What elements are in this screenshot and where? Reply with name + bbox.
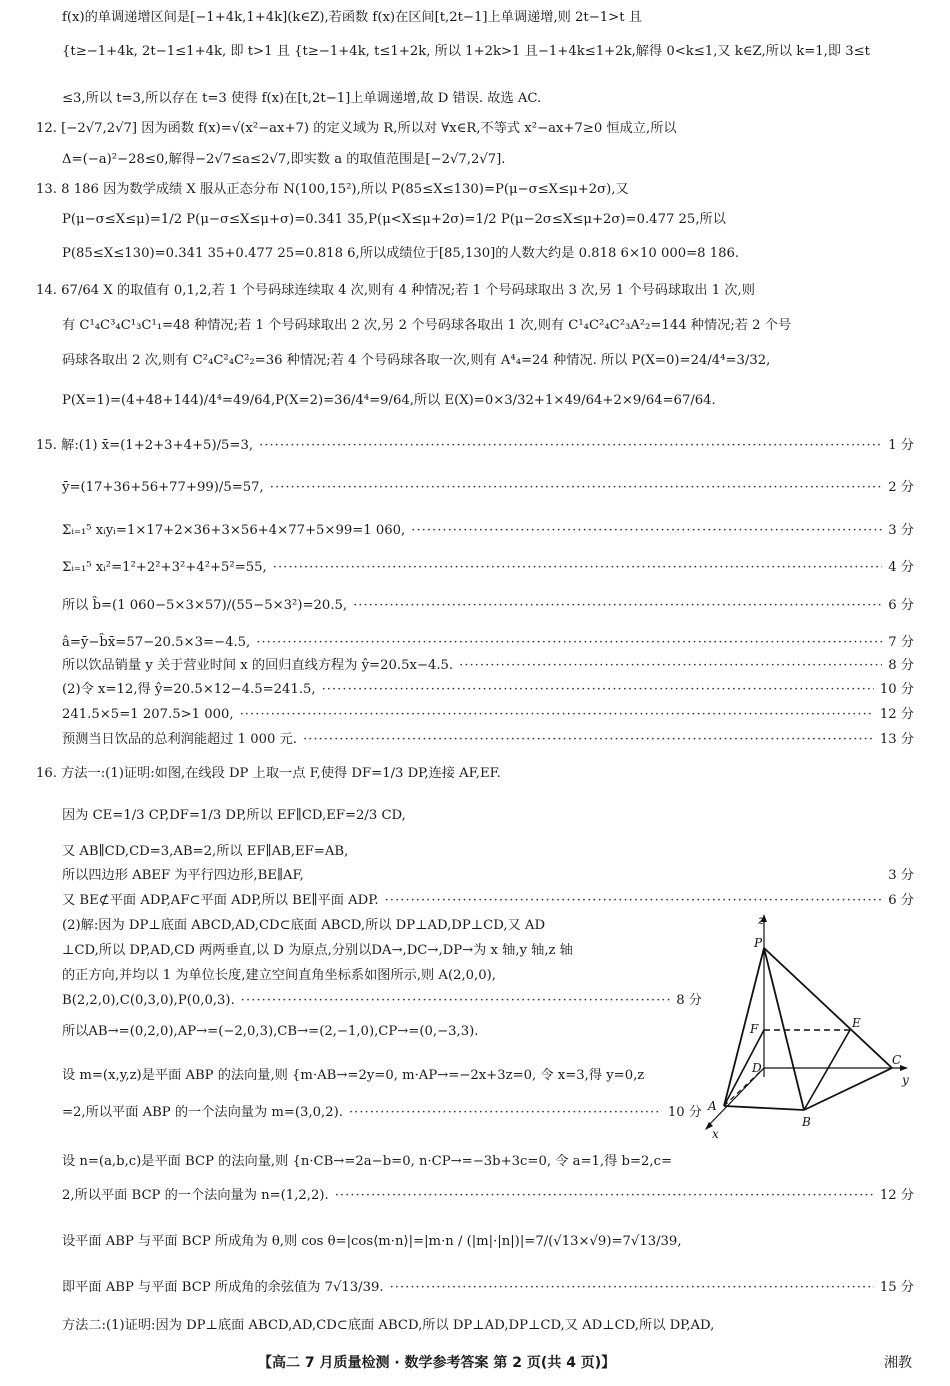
- score-points: 2 分: [888, 480, 914, 495]
- step-text: â=ȳ−b̂x̄=57−20.5×3=−4.5,: [62, 635, 251, 650]
- x-axis: [708, 1068, 764, 1126]
- score-points: 3 分: [888, 868, 914, 883]
- leader-dots: [335, 1186, 874, 1206]
- text-line: 14. 67/64 X 的取值有 0,1,2,若 1 个号码球连续取 4 次,则有 4 种情况;若 1 个号码球取出 3 次,另 1 个号码球取出 1 次,则: [36, 283, 755, 298]
- step-text: 2,所以平面 BCP 的一个法向量为 n=(1,2,2).: [62, 1188, 329, 1203]
- text-line: 设平面 ABP 与平面 BCP 所成角为 θ,则 cos θ=|cos⟨m·n⟩|=|m·n / (|m|·|n|)|=7/(√13×√9)=7√13/39,: [62, 1234, 682, 1249]
- score-points: 10 分: [879, 682, 914, 697]
- step-text: (2)令 x=12,得 ŷ=20.5×12−4.5=241.5,: [62, 682, 316, 697]
- score-points: 15 分: [879, 1280, 914, 1295]
- text-line: 所以四边形 ABEF 为平行四边形,BE∥AF,: [62, 868, 304, 883]
- edge-PC: [764, 948, 892, 1068]
- scored-line: [36, 436, 914, 456]
- scored-line: [62, 521, 914, 541]
- text-line: f(x)的单调递增区间是[−1+4k,1+4k](k∈Z),若函数 f(x)在区间[t,2t−1]上单调递增,则 2t−1>t 且: [62, 10, 642, 25]
- leader-dots: [270, 478, 882, 498]
- edge-BC: [804, 1068, 892, 1110]
- score-points: 12 分: [879, 1188, 914, 1203]
- text-line: 所以AB→=(0,2,0),AP→=(−2,0,3),CB→=(2,−1,0),CP→=(0,−3,3).: [62, 1024, 479, 1039]
- step-text: =2,所以平面 ABP 的一个法向量为 m=(3,0,2).: [62, 1105, 343, 1120]
- text-line: 因为 CE=1/3 CP,DF=1/3 DP,所以 EF∥CD,EF=2/3 CD,: [62, 808, 406, 823]
- score-points: 7 分: [888, 635, 914, 650]
- scored-line: [62, 991, 702, 1011]
- text-line: P(μ−σ≤X≤μ)=1/2 P(μ−σ≤X≤μ+σ)=0.341 35,P(μ<X≤μ+2σ)=1/2 P(μ−2σ≤X≤μ+2σ)=0.477 25,所以: [62, 212, 726, 227]
- label-D: D: [752, 1061, 762, 1075]
- leader-dots: [390, 1278, 874, 1298]
- text-line: P(85≤X≤130)=0.341 35+0.477 25=0.818 6,所以成绩位于[85,130]的人数大约是 0.818 6×10 000=8 186.: [62, 246, 740, 261]
- text-line: P(X=1)=(4+48+144)/4⁴=49/64,P(X=2)=36/4⁴=9/64,所以 E(X)=0×3/32+1×49/64+2×9/64=67/64.: [62, 393, 716, 408]
- segment-BE: [804, 1030, 850, 1110]
- score-points: 6 分: [888, 598, 914, 613]
- text-line: 又 AB∥CD,CD=3,AB=2,所以 EF∥AB,EF=AB,: [62, 844, 349, 859]
- step-text: 所以饮品销量 y 关于营业时间 x 的回归直线方程为 ŷ=20.5x−4.5.: [62, 658, 454, 673]
- text-line: ⊥CD,所以 DP,AD,CD 两两垂直,以 D 为原点,分别以DA→,DC→,DP→为 x 轴,y 轴,z 轴: [62, 943, 573, 958]
- coordinate-diagram: [700, 912, 914, 1142]
- scored-line: [720, 866, 914, 886]
- leader-dots: [303, 730, 874, 750]
- scored-line: [62, 1103, 702, 1123]
- text-line: (2)解:因为 DP⊥底面 ABCD,AD,CD⊂底面 ABCD,所以 DP⊥AD,DP⊥CD,又 AD: [62, 918, 546, 933]
- score-points: 3 分: [888, 523, 914, 538]
- score-points: 12 分: [879, 707, 914, 722]
- leader-dots: [411, 521, 882, 541]
- leader-dots: [322, 680, 874, 700]
- text-line: 方法二:(1)证明:因为 DP⊥底面 ABCD,AD,CD⊂底面 ABCD,所以 DP⊥AD,DP⊥CD,又 AD⊥CD,所以 DP,AD,: [62, 1318, 715, 1333]
- text-line: 16. 方法一:(1)证明:如图,在线段 DP 上取一点 F,使得 DF=1/3 DP,连接 AF,EF.: [36, 766, 501, 781]
- leader-dots: [240, 705, 874, 725]
- label-B: B: [802, 1115, 811, 1129]
- leader-dots: [259, 436, 882, 456]
- text-line: 设 m=(x,y,z)是平面 ABP 的法向量,则 {m·AB→=2y=0, m·AP→=−2x+3z=0, 令 x=3,得 y=0,z: [62, 1068, 645, 1083]
- label-y: y: [902, 1073, 909, 1087]
- label-x: x: [712, 1127, 719, 1141]
- leader-dots: [349, 1103, 662, 1123]
- leader-dots: [353, 596, 882, 616]
- score-points: 13 分: [879, 732, 914, 747]
- pyramid-figure: [700, 912, 914, 1142]
- scored-line: [62, 478, 914, 498]
- scored-line: [62, 730, 914, 750]
- leader-dots: [256, 633, 882, 653]
- leader-dots: [273, 558, 882, 578]
- label-A: A: [708, 1099, 717, 1113]
- score-points: 8 分: [676, 993, 702, 1008]
- step-text: 即平面 ABP 与平面 BCP 所成角的余弦值为 7√13/39.: [62, 1280, 384, 1295]
- scored-line: [62, 1186, 914, 1206]
- step-text: 又 BE⊄平面 ADP,AF⊂平面 ADP,所以 BE∥平面 ADP.: [62, 893, 379, 908]
- score-points: 8 分: [888, 658, 914, 673]
- text-line: 13. 8 186 因为数学成绩 X 服从正态分布 N(100,15²),所以 P(85≤X≤130)=P(μ−σ≤X≤μ+2σ),又: [36, 182, 629, 197]
- step-text: 所以 b̂=(1 060−5×3×57)/(55−5×3²)=20.5,: [62, 598, 348, 613]
- text-line: Δ=(−a)²−28≤0,解得−2√7≤a≤2√7,即实数 a 的取值范围是[−2√7,2√7].: [62, 152, 506, 167]
- step-text: 预测当日饮品的总利润能超过 1 000 元.: [62, 732, 297, 747]
- leader-dots: [459, 656, 882, 676]
- leader-dots: [385, 891, 883, 911]
- score-points: 1 分: [888, 438, 914, 453]
- text-line: 的正方向,并均以 1 为单位长度,建立空间直角坐标系如图所示,则 A(2,0,0),: [62, 968, 496, 983]
- edge-AB: [724, 1106, 804, 1110]
- text-line: 有 C¹₄C³₄C¹₃C¹₁=48 种情况;若 1 个号码球取出 2 次,另 2 个号码球各取出 1 次,则有 C¹₄C²₄C²₃A²₂=144 种情况;若 2 个号: [62, 318, 792, 333]
- text-line: ≤3,所以 t=3,所以存在 t=3 使得 f(x)在[t,2t−1]上单调递增,故 D 错误. 故选 AC.: [62, 91, 542, 106]
- label-P: P: [754, 936, 763, 950]
- scored-line: [62, 1278, 914, 1298]
- step-text: 241.5×5=1 207.5>1 000,: [62, 707, 234, 722]
- y-arrow: [900, 1065, 908, 1071]
- scored-line: [62, 633, 914, 653]
- scored-line: [62, 705, 914, 725]
- score-points: 4 分: [888, 560, 914, 575]
- page-footer: [0, 1352, 950, 1376]
- score-points: 10 分: [667, 1105, 702, 1120]
- text-line: 设 n=(a,b,c)是平面 BCP 的法向量,则 {n·CB→=2a−b=0, n·CP→=−3b+3c=0, 令 a=1,得 b=2,c=: [62, 1154, 673, 1169]
- label-E: E: [852, 1016, 861, 1030]
- scored-line: [62, 891, 914, 911]
- label-C: C: [892, 1053, 902, 1067]
- footer-edition: 湘教: [884, 1355, 912, 1371]
- scored-line: [62, 656, 914, 676]
- step-text: B(2,2,0),C(0,3,0),P(0,0,3).: [62, 993, 235, 1008]
- text-line: 12. [−2√7,2√7] 因为函数 f(x)=√(x²−ax+7) 的定义域为 R,所以对 ∀x∈R,不等式 x²−ax+7≥0 恒成立,所以: [36, 121, 677, 136]
- footer-title: 【高二 7 月质量检测 · 数学参考答案 第 2 页(共 4 页)】: [258, 1355, 616, 1371]
- scored-line: [62, 680, 914, 700]
- score-points: 6 分: [888, 893, 914, 908]
- scored-line: [62, 558, 914, 578]
- leader-dots: [241, 991, 670, 1011]
- step-text: 15. 解:(1) x̄=(1+2+3+4+5)/5=3,: [36, 438, 254, 453]
- edge-PB: [764, 948, 804, 1110]
- label-F: F: [750, 1022, 759, 1036]
- text-line: {t≥−1+4k, 2t−1≤1+4k, 即 t>1 且 {t≥−1+4k, t≤1+2k, 所以 1+2k>1 且−1+4k≤1+2k,解得 0<k≤1,又 k∈Z,所以 k=1,即 3≤t: [62, 44, 870, 59]
- step-text: ȳ=(17+36+56+77+99)/5=57,: [62, 480, 264, 495]
- step-text: Σᵢ₌₁⁵ xᵢ²=1²+2²+3²+4²+5²=55,: [62, 560, 267, 575]
- scored-line: [62, 596, 914, 616]
- label-z: z: [758, 913, 765, 927]
- text-line: 码球各取出 2 次,则有 C²₄C²₄C²₂=36 种情况;若 4 个号码球各取一次,则有 A⁴₄=24 种情况. 所以 P(X=0)=24/4⁴=3/32,: [62, 353, 771, 368]
- step-text: Σᵢ₌₁⁵ xᵢyᵢ=1×17+2×36+3×56+4×77+5×99=1 060,: [62, 523, 406, 538]
